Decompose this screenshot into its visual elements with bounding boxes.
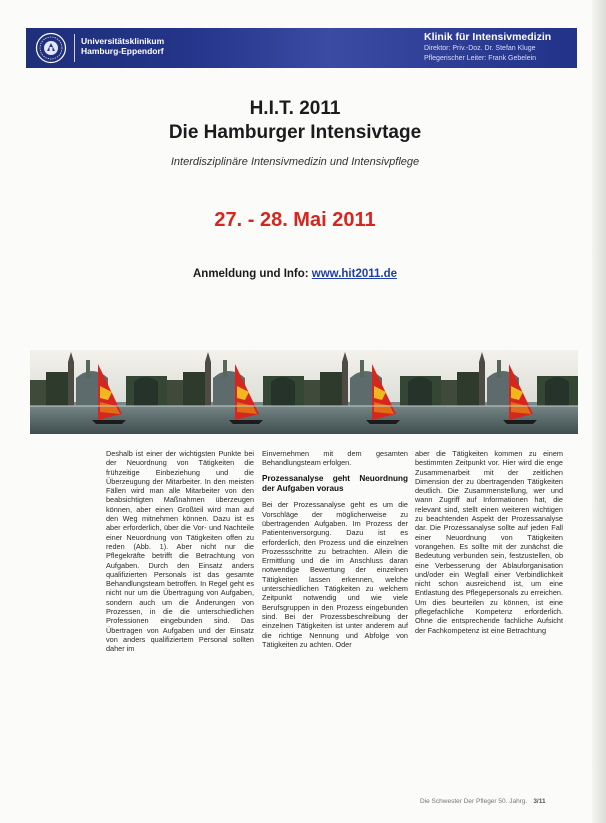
page-footer — [420, 798, 546, 805]
article-column-3 — [415, 449, 563, 635]
clinic-director: Direktor: Priv.-Doz. Dr. Stefan Kluge — [424, 45, 536, 52]
event-subtitle: Die Hamburger Intensivtage — [168, 122, 422, 143]
column-2-lead-text: Einvernehmen mit dem gesamten Behandlungsteam erfolgen. — [262, 449, 408, 468]
registration-info — [100, 268, 490, 280]
column-3-text: aber die Tätigkeiten kommen zu einem bestimmten Zeitpunkt vor. Hier wird die enge Zusammenarbeit mit der zeitlichen Dimension der zu übertragenden Tätigkeiten deutlich. Die Zusammenstellung, wer und wann Zugriff auf Informationen hat, die relevant sind, stellt einen weiteren wichtigen zu beachtenden Aspekt der Prozessanalyse dar. Die Prozessanalyse sollte auf jeden Fall einer Neuordnung von Tätigkeiten vorangehen. Es sollte mit der zunächst die Bedeutung verbunden sein, festzustellen, ob eine Verbesserung der Ablauforganisation und/oder ein Wegfall einer Verbindlichkeit nicht schon ausreichend ist, um eine Entlastung des Pflegepersonals zu erreichen. Um dies beurteilen zu können, ist eine pflegefachliche Kompetenz erforderlich. Ohne die entsprechende fachliche Aufsicht der Fachkompetenz ist eine Betrachtung — [415, 449, 563, 635]
hamburg-photo-strip — [30, 350, 578, 434]
clinic-info — [424, 31, 569, 63]
registration-link[interactable]: www.hit2011.de — [311, 268, 398, 280]
column-1-text: Deshalb ist einer der wichtigsten Punkte bei der Neuordnung von Tätigkeiten die frühzeitige Einbeziehung und die Überzeugung der Mitarbeiter. In den meisten Fällen wird man alle Mitarbeiter von den beabsichtigten Maßnahmen überzeugen können, aber einen Großteil wird man auf den Weg mitnehmen können. Dazu ist es aber erforderlich, über die Vor- und Nachteile einer Neuordnung von Tätigkeiten offen zu reden (Abb. 1). Aber nicht nur die Pflegekräfte betrifft die Betrachtung von Aufgaben. Durch den Einsatz anders qualifizierten Personals ist das gesamte Behandlungsteam betroffen. In Regel geht es nicht nur um die Übertragung von Aufgaben, sondern auch um die Änderungen von Prozessen, in die die unterschiedlichen Professionen eingebunden sind. Das Übertragen von Aufgaben und der Einsatz von anders qualifiziertem Personal sollten daher im — [106, 449, 254, 654]
article-column-1 — [106, 449, 254, 654]
event-tagline: Interdisziplinäre Intensivmedizin und Intensivpflege — [170, 156, 420, 168]
registration-label: Anmeldung und Info: — [192, 268, 312, 280]
clinic-name: Klinik für Intensivmedizin — [424, 31, 552, 43]
university-name-line2: Hamburg-Eppendorf — [81, 46, 164, 56]
column-2-text: Bei der Prozessanalyse geht es um die Vorschläge der möglicherweise zu übertragenden Aufgaben. Im Prozess der Patientenversorgung. Dazu ist es erforderlich, den Prozess und die einzelnen Prozessschritte zu betrachten. Allein die Ermittlung und die im Anschluss daran notwendige Bewertung der einzelnen Tätigkeiten lassen erkennen, welche unterschiedlichen Tätigkeiten zu welchem Zeitpunkt notwendig und wie viele Berufsgruppen in den Prozess eingebunden sind. Bei der Prozessbeschreibung der einzelnen Tätigkeiten ist unter anderem auf die richtige Nennung und Abfolge von Tätigkeiten zu achten. Oder — [262, 500, 408, 649]
university-name — [81, 36, 164, 56]
issue-number: 3/11 — [533, 798, 546, 805]
page-edge-shadow — [592, 0, 606, 823]
event-date: 27. - 28. Mai 2011 — [214, 209, 376, 231]
banner-divider — [74, 34, 75, 62]
event-title: H.I.T. 2011 — [249, 98, 341, 119]
journal-name: Die Schwester Der Pfleger 50. Jahrg. — [420, 798, 528, 805]
section-heading: Prozessanalyse geht Neuordnung der Aufgaben voraus — [262, 473, 408, 493]
header-banner — [26, 28, 577, 68]
university-name-line1: Universitätsklinikum — [81, 36, 165, 46]
university-seal-logo — [35, 32, 67, 64]
clinic-nursing-lead: Pflegerischer Leiter: Frank Gebelein — [424, 54, 537, 62]
article-column-2 — [262, 449, 408, 649]
